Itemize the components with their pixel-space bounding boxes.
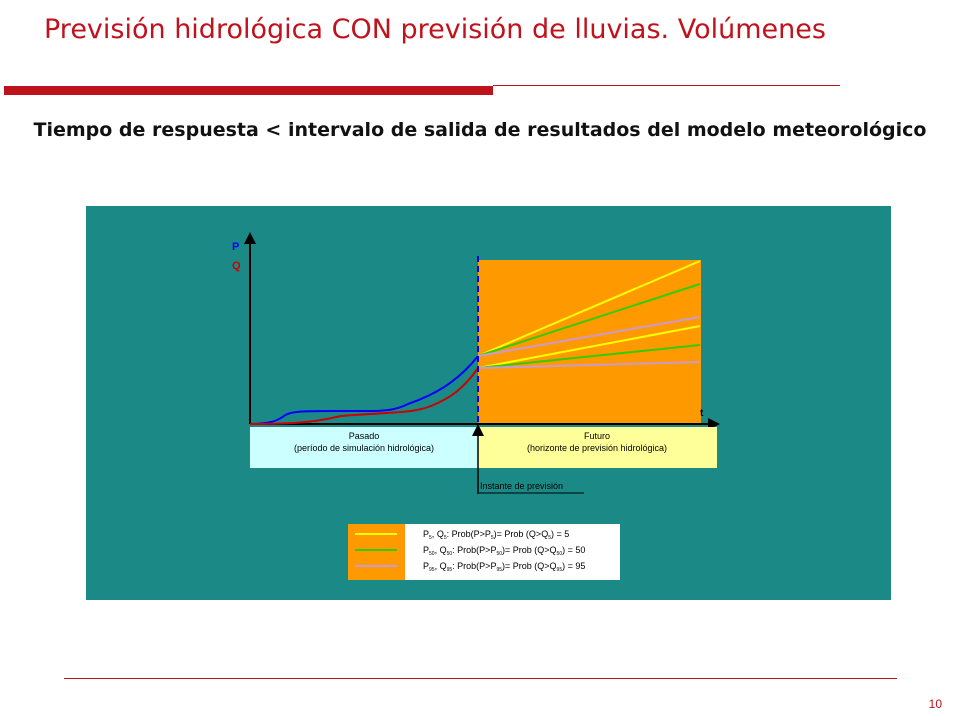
legend-entry-p5: $P_5$, $Q_5$: $Prob(P>P_5)=$ Prob $(Q>Q_5) = 5$ (423, 529, 570, 541)
y-axis-label-p: P (232, 241, 240, 253)
legend-swatch-panel (348, 524, 405, 580)
slide-subtitle: Tiempo de respuesta < intervalo de salida de resultados del modelo meteorológico (33, 119, 927, 141)
past-label-desc: (período de simulación hidrológica) (293, 443, 435, 453)
past-label-title: Pasado (348, 431, 380, 441)
legend-entry-p50: $P_{50}$, $Q_{50}$: $Prob(P>P_{50})=$ Prob $(Q>Q_{50}) = 50$ (423, 545, 586, 557)
y-axis-label-q: Q (232, 260, 241, 272)
future-label-desc: (horizonte de previsión hidrológica) (526, 443, 668, 453)
title-rule-thick (4, 86, 493, 95)
title-rule-thin (493, 85, 840, 86)
forecast-diagram (86, 206, 891, 600)
footer-rule (64, 678, 897, 679)
slide-title: Previsión hidrológica CON previsión de lluvias. Volúmenes (44, 14, 826, 45)
future-label-title: Futuro (583, 431, 611, 441)
page-number: 10 (928, 697, 942, 711)
legend-entry-p95: $P_{95}$, $Q_{95}$: $Prob(P>P_{95})=$ Prob $(Q>Q_{95}) = 95$ (423, 561, 586, 573)
forecast-instant-label: Instante de previsión (480, 481, 564, 491)
x-axis-label: t (700, 408, 704, 419)
